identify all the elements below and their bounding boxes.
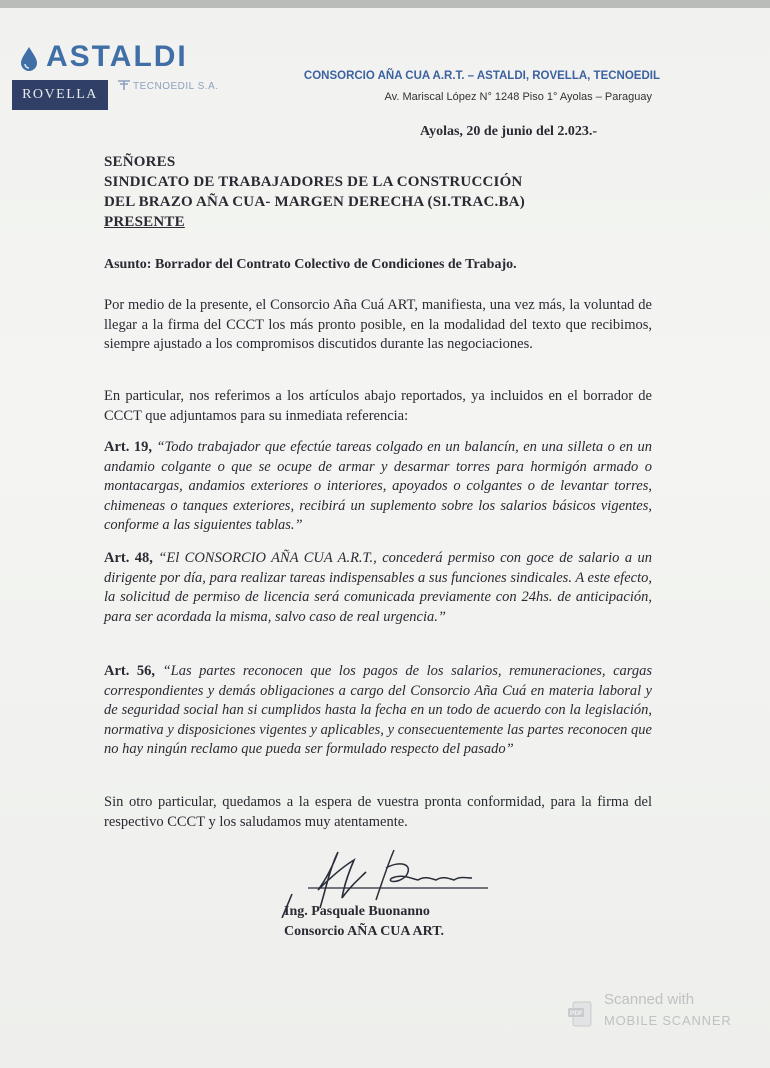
recipient-line: SINDICATO DE TRABAJADORES DE LA CONSTRUCCIÓN [104,174,523,190]
closing-paragraph: Sin otro particular, quedamos a la espera de vuestra pronta conformidad, para la firma del respectivo CCCT y los saludamos muy atentamente. [104,794,652,830]
rovella-logo: ROVELLA [12,80,108,110]
letter-subject: Asunto: Borrador del Contrato Colectivo de Condiciones de Trabajo. [104,257,517,272]
letter-date: Ayolas, 20 de junio del 2.023.- [420,124,598,139]
tecnoedil-logo-text: TECNOEDIL S.A. [133,81,219,92]
article-quote: “Todo trabajador que efectúe tareas colgado en un balancín, en una silleta o en un andamio colgante o que se ocupe de armar y desarmar torres para hormigón armado o montacargas, andamios exteriores o interiores, apoyados o colgantes o de levantar torres, chimeneas o tanques exteriores, recibirá un suplemento sobre los salarios básicos vigentes, conforme a las siguientes tablas.” [104,439,653,533]
recipient-presente: PRESENTE [104,214,185,230]
pdf-icon [567,1000,595,1028]
article-56 [104,662,652,760]
signer-block [284,902,444,942]
watermark-line1: Scanned with [604,991,695,1008]
watermark-line2: MOBILE SCANNER [604,1013,732,1028]
astaldi-drop-icon [18,46,40,72]
astaldi-logo [18,40,218,74]
article-48 [104,549,652,627]
signer-organization: Consorcio AÑA CUA ART. [284,924,445,939]
article-label: Art. 48, [104,550,153,566]
body-paragraph: Por medio de la presente, el Consorcio Aña Cuá ART, manifiesta, una vez más, la voluntad de llegar a la firma del CCCT los más pronto posible, en la modalidad del texto que recibimos, siempre ajustado a los compromisos discutidos durante las negociaciones. [104,297,652,352]
recipient-line: SEÑORES [104,154,176,170]
article-label: Art. 19, [104,439,152,455]
consortium-name: CONSORCIO AÑA CUA A.R.T. – ASTALDI, ROVELLA, TECNOEDIL [303,70,660,82]
article-19 [104,438,652,536]
signer-name: Ing. Pasquale Buonanno [284,904,430,919]
recipient-line: DEL BRAZO AÑA CUA- MARGEN DERECHA (SI.TRAC.BA) [104,194,525,210]
article-label: Art. 56, [104,663,156,679]
svg-text:PDF: PDF [570,1010,583,1017]
recipient-block [104,152,525,232]
scan-edge [0,0,770,8]
tecnoedil-logo [118,80,219,92]
article-quote: “Las partes reconocen que los pagos de los salarios, remuneraciones, cargas correspondientes y demás obligaciones a cargo del Consorcio Aña Cuá en materia laboral y de seguridad social han si cumplidos hasta la fecha en un todo de acuerdo con la legislación, normativa y disposiciones vigentes y aplicables, y consecuentemente las partes reconocen que no hay ningún reclamo que pueda ser formulado respecto del pasado” [104,663,652,757]
body-paragraph: En particular, nos referimos a los artículos abajo reportados, ya incluidos en el borrador de CCCT que adjuntamos para su inmediata referencia: [104,388,652,424]
consortium-address: Av. Mariscal López N° 1248 Piso 1° Ayolas – Paraguay [384,91,652,103]
article-quote: “El CONSORCIO AÑA CUA A.R.T., concederá permiso con goce de salario a un dirigente por día, para realizar tareas indispensables a sus funciones sindicales. A este efecto, la solicitud de permiso de licencia será comunicada previamente con 24hs. de anticipación, para ser acordada la misma, salvo caso de real urgencia.” [104,550,652,625]
astaldi-logo-text: ASTALDI [46,40,188,73]
tecnoedil-mark-icon [118,80,130,90]
